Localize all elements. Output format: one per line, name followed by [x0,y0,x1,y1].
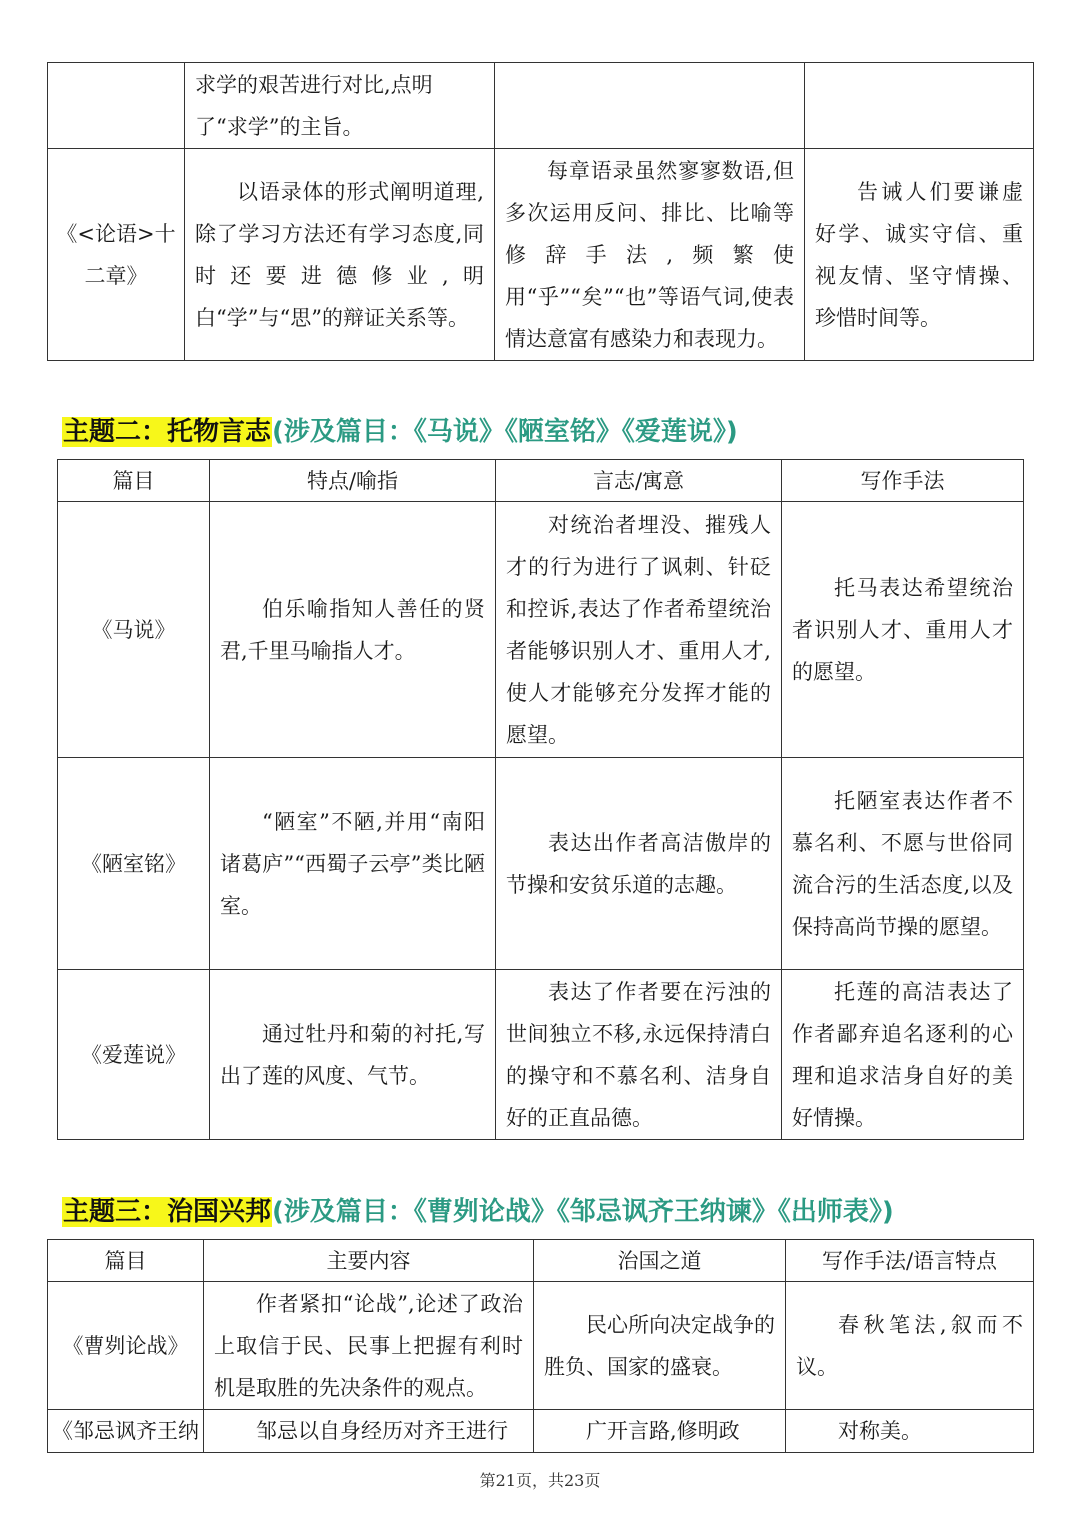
theme-table [57,459,1024,1140]
row-meaning: 表达出作者高洁傲岸的节操和安贫乐道的志趣。 [496,758,782,970]
row-title: 《马说》 [58,502,210,758]
section-heading [62,410,738,454]
row-title: 《<论语>十二章》 [48,149,185,361]
row-content: 作者紧扣“论战”,论述了政治上取信于民、民事上把握有利时机是取胜的先决条件的观点。 [204,1282,534,1410]
column-header: 写作手法 [782,460,1024,502]
row-governance: 民心所向决定战争的胜负、国家的盛衰。 [534,1282,786,1410]
row-title: 《曹刿论战》 [48,1282,204,1410]
theme-table [47,1239,1034,1453]
section-heading [62,1190,894,1234]
table-row [58,502,1024,758]
row-title: 《爱莲说》 [58,970,210,1140]
row-meaning: 告诫人们要谦虚好学、诚实守信、重视友情、坚守情操、珍惜时间等。 [805,149,1034,361]
row-content: 邹忌以自身经历对齐王进行 [204,1410,534,1453]
column-header: 篇目 [58,460,210,502]
row-technique: 对称美。 [786,1410,1034,1453]
row-cell [495,63,805,149]
section-theme: 主题二：托物言志 [63,417,272,447]
table-header-row [48,1240,1034,1282]
row-meaning: 表达了作者要在污浊的世间独立不移,永远保持清白的操守和不慕名利、洁身自好的正直品德。 [496,970,782,1140]
table-header-row [58,460,1024,502]
row-technique: 春秋笔法,叙而不议。 [786,1282,1034,1410]
row-content: 求学的艰苦进行对比,点明了“求学”的主旨。 [185,63,495,149]
column-header: 主要内容 [204,1240,534,1282]
table-row [48,63,1034,149]
section-subtitle: (涉及篇目：《曹刿论战》《邹忌讽齐王纳谏》《出师表》) [272,1197,894,1227]
column-header: 篇目 [48,1240,204,1282]
section-subtitle: (涉及篇目：《马说》《陋室铭》《爱莲说》) [272,417,738,447]
table-row [58,758,1024,970]
row-content: 伯乐喻指知人善任的贤君,千里马喻指人才。 [210,502,496,758]
column-header: 治国之道 [534,1240,786,1282]
column-header: 写作手法/语言特点 [786,1240,1034,1282]
row-meaning: 对统治者埋没、摧残人才的行为进行了讽刺、针砭和控诉,表达了作者希望统治者能够识别人才、重用人才,使人才能够充分发挥才能的愿望。 [496,502,782,758]
table-row [48,1410,1034,1453]
row-title: 《陋室铭》 [58,758,210,970]
table-continued [47,62,1034,361]
table-row [58,970,1024,1140]
column-header: 言志/寓意 [496,460,782,502]
row-cell [805,63,1034,149]
table-row [48,149,1034,361]
row-content: 通过牡丹和菊的衬托,写出了莲的风度、气节。 [210,970,496,1140]
row-governance: 广开言路,修明政 [534,1410,786,1453]
row-content: 以语录体的形式阐明道理,除了学习方法还有学习态度,同时还要进德修业,明白“学”与“思”的辩证关系等。 [185,149,495,361]
row-technique: 托莲的高洁表达了作者鄙弃追名逐利的心理和追求洁身自好的美好情操。 [782,970,1024,1140]
section-theme: 主题三：治国兴邦 [63,1197,272,1227]
table-row [48,1282,1034,1410]
row-technique: 托马表达希望统治者识别人才、重用人才的愿望。 [782,502,1024,758]
row-title [48,63,185,149]
row-content: “陋室”不陋,并用“南阳诸葛庐”“西蜀子云亭”类比陋室。 [210,758,496,970]
row-technique: 托陋室表达作者不慕名利、不愿与世俗同流合污的生活态度,以及保持高尚节操的愿望。 [782,758,1024,970]
row-title: 《邹忌讽齐王纳 [48,1410,204,1453]
row-technique: 每章语录虽然寥寥数语,但多次运用反问、排比、比喻等修辞手法,频繁使用“乎”“矣”“也”等语气词,使表情达意富有感染力和表现力。 [495,149,805,361]
column-header: 特点/喻指 [210,460,496,502]
page-number: 第21页，共23页 [479,1471,601,1490]
